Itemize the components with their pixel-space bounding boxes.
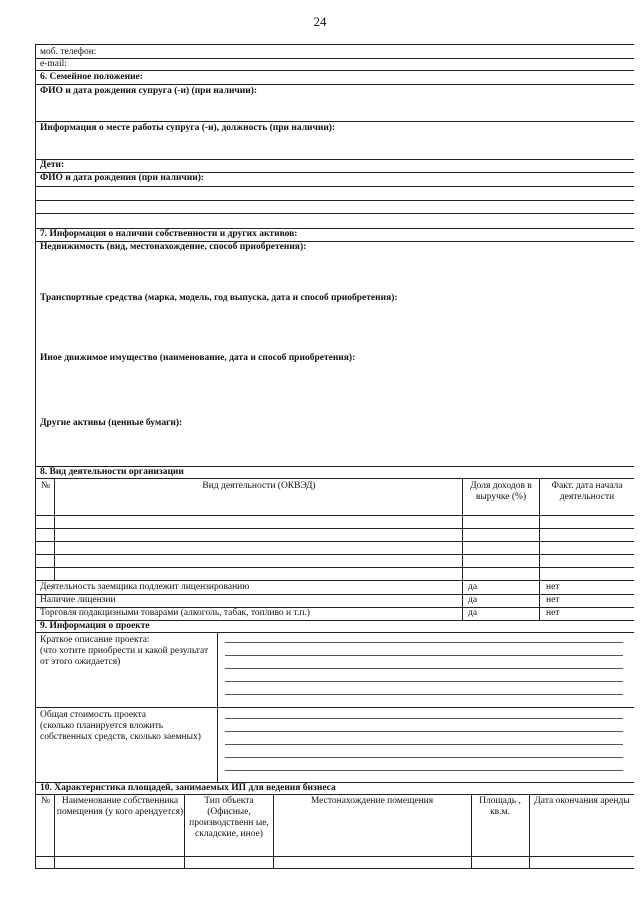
licensing-required-label: Деятельность заемщика подлежит лицензированию	[40, 582, 250, 592]
excise-trade-yes: да	[468, 608, 478, 618]
excise-trade-no: нет	[546, 608, 560, 618]
email-label: e-mail:	[40, 59, 67, 69]
activity-col-start-date: Факт. дата начала деятельности	[551, 481, 623, 502]
page-number: 24	[313, 14, 327, 29]
movable-property-label: Иное движимое имущество (наименование, дата и способ приобретения):	[40, 353, 356, 363]
other-assets-label: Другие активы (ценные бумаги):	[40, 418, 183, 428]
children-label: Дети:	[40, 160, 65, 170]
section7-title: 7. Информация о наличии собственности и других активов:	[40, 229, 298, 239]
section10-title: 10. Характеристика площадей, занимаемых ИП для ведения бизнеса	[40, 783, 336, 793]
premises-col-no: №	[41, 796, 51, 806]
license-present-no: нет	[546, 595, 560, 605]
section6-title: 6. Семейное положение:	[40, 72, 143, 82]
project-cost-label: Общая стоимость проекта (сколько планируется вложить собственных средств, сколько заемных)	[40, 710, 201, 742]
activity-col-no: №	[41, 481, 51, 491]
project-description-label: Краткое описание проекта: (что хотите приобрести и какой результат от этого ожидается)	[40, 635, 209, 667]
spouse-work-label: Информация о месте работы супруга (-и), должность (при наличии):	[40, 123, 336, 133]
vehicles-label: Транспортные средства (марка, модель, год выпуска, дата и способ приобретения):	[40, 293, 398, 303]
mobile-phone-label: моб. телефон:	[40, 47, 97, 57]
application-form	[35, 44, 634, 869]
realty-label: Недвижимость (вид, местонахождение, способ приобретения):	[40, 242, 307, 252]
premises-col-type: Тип объекта (Офисные, производственн ые, складские, иное)	[189, 796, 269, 839]
children-name-label: ФИО и дата рождения (при наличии):	[40, 173, 205, 183]
activity-col-share: Доля доходов в выручке (%)	[470, 481, 532, 502]
premises-col-location: Местонахождение помещения	[310, 796, 434, 806]
section8-title: 8. Вид деятельности организации	[40, 467, 184, 477]
license-present-yes: да	[468, 595, 478, 605]
license-present-label: Наличие лицензии	[40, 595, 116, 605]
premises-col-lease-end: Дата окончания аренды	[534, 796, 630, 806]
activity-col-okved: Вид деятельности (ОКВЭД)	[202, 481, 316, 491]
premises-col-area: Площадь , кв.м.	[479, 796, 521, 817]
section9-title: 9. Информация о проекте	[40, 621, 150, 631]
excise-trade-label: Торговля подакцизными товарами (алкоголь, табак, топливо и т.п.)	[40, 608, 310, 618]
spouse-name-label: ФИО и дата рождения супруга (-и) (при наличии):	[40, 86, 258, 96]
licensing-required-yes: да	[468, 582, 478, 592]
licensing-required-no: нет	[546, 582, 560, 592]
premises-col-owner: Наименование собственника помещения (у кого арендуется)	[56, 796, 184, 817]
